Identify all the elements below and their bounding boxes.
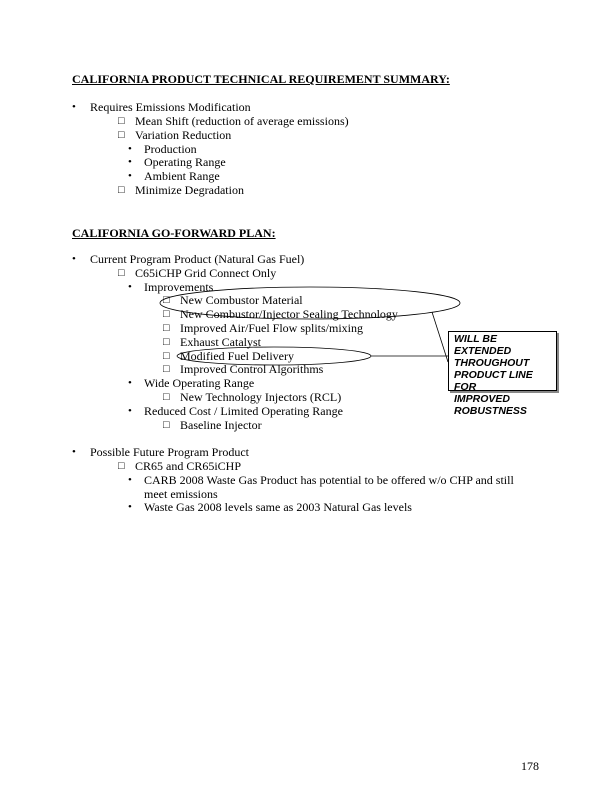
checkbox-icon: □ bbox=[118, 267, 125, 279]
list-item: Ambient Range bbox=[144, 169, 220, 183]
section-heading: CALIFORNIA PRODUCT TECHNICAL REQUIREMENT SUMMARY: bbox=[72, 72, 450, 86]
checkbox-icon: □ bbox=[163, 322, 170, 334]
bullet-icon: • bbox=[128, 474, 132, 486]
callout-connector bbox=[432, 312, 448, 362]
list-item: Improved Air/Fuel Flow splits/mixing bbox=[180, 321, 364, 335]
list-item: C65iCHP Grid Connect Only bbox=[135, 266, 277, 280]
checkbox-icon: □ bbox=[163, 294, 170, 306]
list-item: Improvements bbox=[144, 280, 214, 294]
bullet-icon: • bbox=[128, 405, 132, 417]
callout-box bbox=[448, 331, 557, 417]
list-item: Variation Reduction bbox=[135, 128, 232, 142]
bullet-icon: • bbox=[128, 377, 132, 389]
list-item: CARB 2008 Waste Gas Product has potential to be offered w/o CHP and still bbox=[144, 473, 514, 487]
page-number: 178 bbox=[521, 759, 539, 773]
checkbox-icon: □ bbox=[118, 460, 125, 472]
callout-line: ROBUSTNESS bbox=[454, 405, 527, 417]
bullet-icon: • bbox=[72, 253, 76, 265]
list-item: Current Program Product (Natural Gas Fuel) bbox=[90, 252, 305, 266]
checkbox-icon: □ bbox=[163, 363, 170, 375]
list-item: Modified Fuel Delivery bbox=[180, 349, 294, 363]
list-item: Requires Emissions Modification bbox=[90, 100, 251, 114]
list-item: Minimize Degradation bbox=[135, 183, 244, 197]
list-item: Wide Operating Range bbox=[144, 376, 255, 390]
highlight-ellipse bbox=[160, 287, 460, 319]
bullet-icon: • bbox=[128, 156, 132, 168]
bullet-icon: • bbox=[72, 446, 76, 458]
list-item-continuation: meet emissions bbox=[144, 487, 218, 501]
checkbox-icon: □ bbox=[163, 391, 170, 403]
list-item: New Combustor Material bbox=[180, 293, 303, 307]
bullet-icon: • bbox=[128, 170, 132, 182]
checkbox-icon: □ bbox=[118, 129, 125, 141]
bullet-icon: • bbox=[128, 501, 132, 513]
callout-line: IMPROVED bbox=[454, 393, 511, 405]
checkbox-icon: □ bbox=[163, 350, 170, 362]
bullet-icon: • bbox=[128, 143, 132, 155]
callout-line: WILL BE EXTENDED bbox=[454, 333, 512, 357]
list-item: New Combustor/Injector Sealing Technology bbox=[180, 307, 398, 321]
section-heading: CALIFORNIA GO-FORWARD PLAN: bbox=[72, 226, 276, 240]
checkbox-icon: □ bbox=[163, 419, 170, 431]
checkbox-icon: □ bbox=[163, 336, 170, 348]
list-item: Mean Shift (reduction of average emissions) bbox=[135, 114, 349, 128]
list-item: Possible Future Program Product bbox=[90, 445, 249, 459]
bullet-icon: • bbox=[72, 101, 76, 113]
list-item: Reduced Cost / Limited Operating Range bbox=[144, 404, 343, 418]
list-item: Production bbox=[144, 142, 197, 156]
bullet-icon: • bbox=[128, 281, 132, 293]
checkbox-icon: □ bbox=[118, 115, 125, 127]
list-item: Exhaust Catalyst bbox=[180, 335, 261, 349]
list-item: Improved Control Algorithms bbox=[180, 362, 324, 376]
list-item: Baseline Injector bbox=[180, 418, 262, 432]
list-item: New Technology Injectors (RCL) bbox=[180, 390, 342, 404]
callout-line: THROUGHOUT bbox=[454, 357, 530, 369]
checkbox-icon: □ bbox=[118, 184, 125, 196]
list-item: CR65 and CR65iCHP bbox=[135, 459, 242, 473]
list-item: Operating Range bbox=[144, 155, 226, 169]
checkbox-icon: □ bbox=[163, 308, 170, 320]
highlight-ellipse bbox=[177, 347, 371, 365]
list-item: Waste Gas 2008 levels same as 2003 Natural Gas levels bbox=[144, 500, 412, 514]
callout-line: PRODUCT LINE FOR bbox=[454, 369, 533, 393]
